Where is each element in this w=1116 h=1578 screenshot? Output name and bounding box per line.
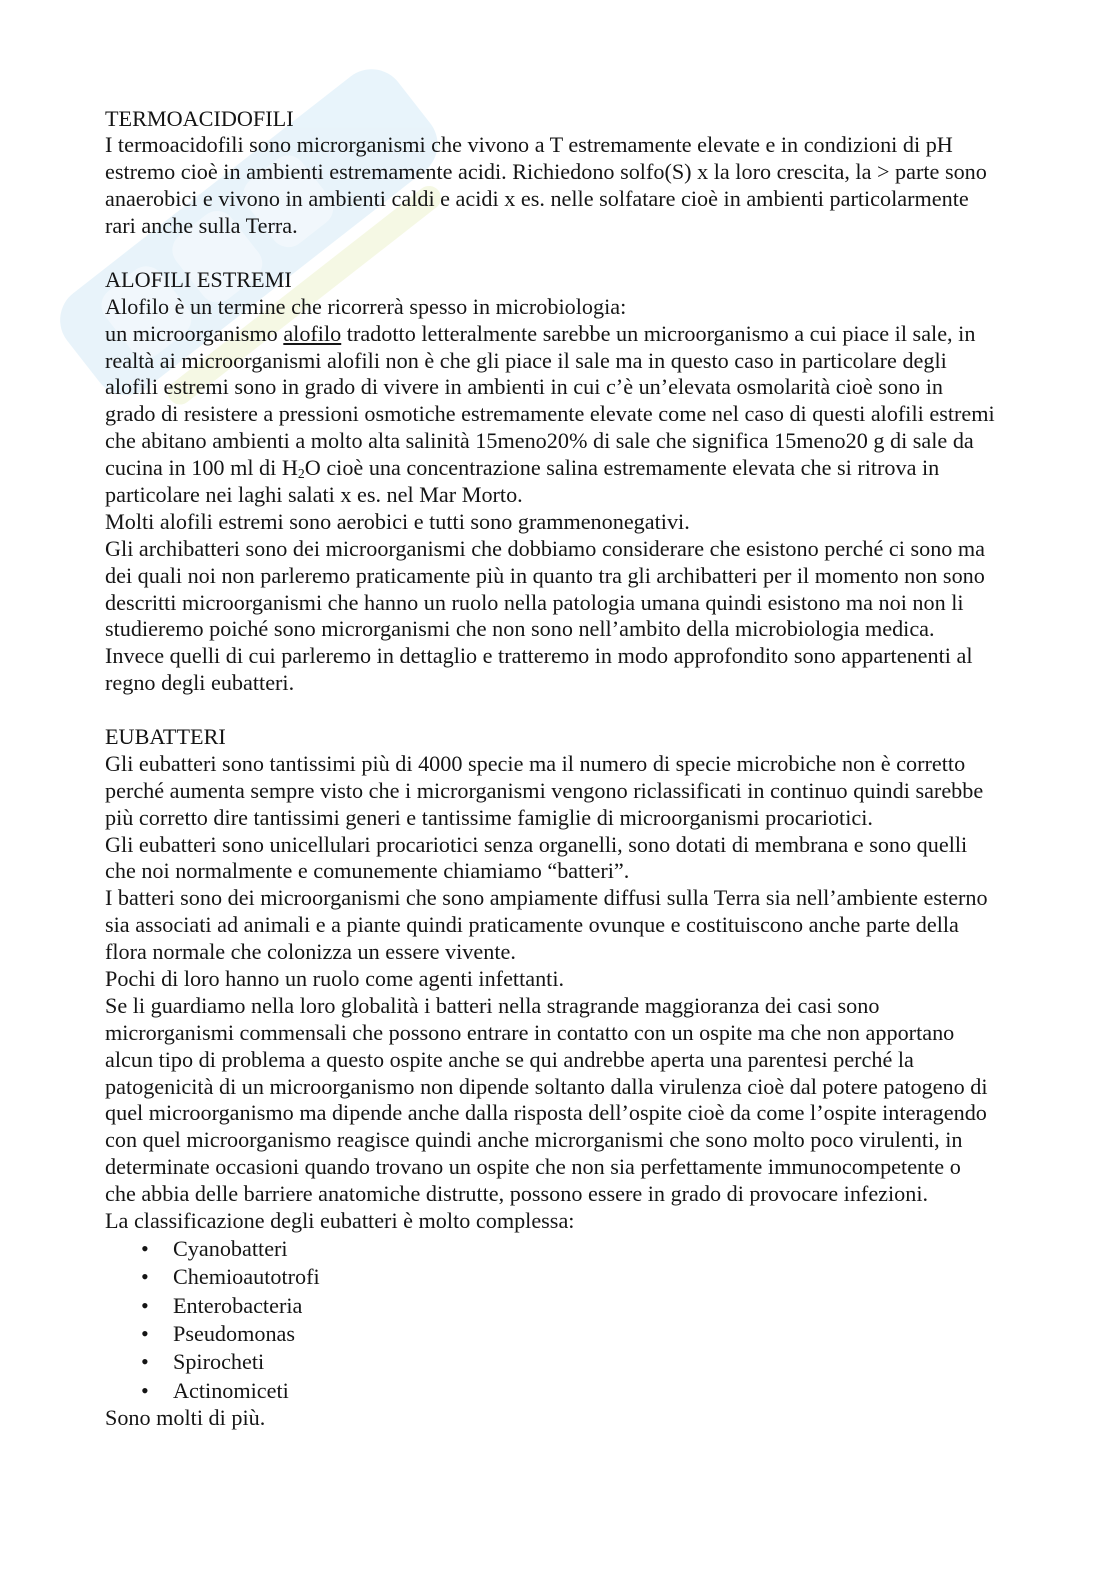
text-line: Gli archibatteri sono dei microorganismi che dobbiamo considerare che esistono perché ci sono ma	[105, 535, 986, 561]
section-termoacidofili	[105, 106, 1105, 240]
list-item: • Cyanobatteri	[105, 1235, 1105, 1263]
text-line: perché aumenta sempre visto che i microrganismi vengono riclassificati in continuo quindi sarebbe	[105, 777, 984, 803]
text-segment: tradotto letteralmente sarebbe un microorganismo a cui piace il sale, in	[341, 320, 976, 346]
text-line: descritti microorganismi che hanno un ruolo nella patologia umana quindi esistono ma noi non li	[105, 589, 964, 615]
text-line: alcun tipo di problema a questo ospite anche se qui andrebbe aperta una parentesi perché la	[105, 1046, 914, 1072]
section-heading: EUBATTERI	[105, 723, 226, 749]
list-item: • Enterobacteria	[105, 1292, 1105, 1320]
text-line: realtà ai microorganismi alofili non è che gli piace il sale ma in questo caso in particolare degli	[105, 347, 947, 373]
text-line: più corretto dire tantissimi generi e tantissime famiglie di microorganismi procariotici.	[105, 804, 873, 830]
classification-list	[105, 1235, 1105, 1405]
text-line: che noi normalmente e comunemente chiamiamo “batteri”.	[105, 858, 630, 884]
closing-line: Sono molti di più.	[105, 1405, 266, 1431]
text-line: flora normale che colonizza un essere vivente.	[105, 939, 516, 965]
text-line: con quel microorganismo reagisce quindi anche microrganismi che sono molto poco virulenti, in	[105, 1127, 963, 1153]
section-alofili-estremi	[105, 267, 1105, 697]
text-line: Gli eubatteri sono tantissimi più di 4000 specie ma il numero di specie microbiche non è corretto	[105, 750, 966, 776]
text-line: microrganismi commensali che possono entrare in contatto con un ospite ma che non apportano	[105, 1019, 955, 1045]
section-eubatteri	[105, 724, 1105, 1432]
text-line: che abitano ambienti a molto alta salinità 15meno20% di sale che significa 15meno20 g di sale da	[105, 428, 974, 454]
text-line: Molti alofili estremi sono aerobici e tutti sono grammenonegativi.	[105, 508, 690, 534]
text-segment: cucina in 100 ml di H	[105, 455, 298, 481]
text-line: studieremo poiché sono microrganismi che non sono nell’ambito della microbiologia medica.	[105, 616, 935, 642]
list-item: • Pseudomonas	[105, 1320, 1105, 1348]
text-line: anaerobici e vivono in ambienti caldi e acidi x es. nelle solfatare cioè in ambienti particolarmente	[105, 186, 969, 212]
list-item: • Actinomiceti	[105, 1377, 1105, 1405]
text-line: rari anche sulla Terra.	[105, 213, 298, 239]
section-heading: ALOFILI ESTREMI	[105, 266, 292, 292]
text-line: che abbia delle barriere anatomiche distrutte, possono essere in grado di provocare infezioni.	[105, 1181, 929, 1207]
text-line: alofili estremi sono in grado di vivere in ambienti in cui c’è un’elevata osmolarità cioè sono in	[105, 374, 943, 400]
text-line: particolare nei laghi salati x es. nel Mar Morto.	[105, 481, 523, 507]
text-line: Alofilo è un termine che ricorrerà spesso in microbiologia:	[105, 293, 627, 319]
text-line: I batteri sono dei microorganismi che sono ampiamente diffusi sulla Terra sia nell’ambiente esterno	[105, 885, 988, 911]
text-line: Pochi di loro hanno un ruolo come agenti infettanti.	[105, 966, 565, 991]
text-line: Gli eubatteri sono unicellulari procariotici senza organelli, sono dotati di membrana e sono quelli	[105, 831, 968, 857]
text-line	[105, 321, 1105, 348]
text-line: determinate occasioni quando trovano un ospite che non sia perfettamente immunocompetente o	[105, 1154, 961, 1180]
text-line: regno degli eubatteri.	[105, 670, 295, 696]
blank-line	[105, 697, 1105, 724]
underlined-term: alofilo	[283, 320, 342, 346]
text-line: La classificazione degli eubatteri è molto complessa:	[105, 1208, 575, 1234]
text-segment: un microorganismo	[105, 320, 284, 346]
text-segment: O cioè una concentrazione salina estremamente elevata che si ritrova in	[304, 455, 940, 481]
list-item: • Spirocheti	[105, 1348, 1105, 1376]
text-line: estremo cioè in ambienti estremamente acidi. Richiedono solfo(S) x la loro crescita, la > parte sono	[105, 159, 987, 185]
text-line: sia associati ad animali e a piante quindi praticamente ovunque e costituiscono anche parte della	[105, 912, 959, 938]
text-line: quel microorganismo ma dipende anche dalla risposta dell’ospite cioè da come l’ospite interagendo	[105, 1100, 987, 1126]
text-line: patogenicità di un microorganismo non dipende soltanto dalla virulenza cioè dal potere patogeno di	[105, 1073, 988, 1099]
subscript: 2	[297, 466, 305, 482]
text-line: I termoacidofili sono microrganismi che vivono a T estremamente elevate e in condizioni di pH	[105, 132, 953, 158]
blank-line	[105, 240, 1105, 267]
text-line: grado di resistere a pressioni osmotiche estremamente elevate come nel caso di questi alofili estremi	[105, 401, 995, 427]
section-heading: TERMOACIDOFILI	[105, 105, 294, 131]
text-line	[105, 455, 1105, 482]
document-body	[105, 106, 1105, 1433]
list-item: • Chemioautotrofi	[105, 1263, 1105, 1291]
text-line: Se li guardiamo nella loro globalità i batteri nella stragrande maggioranza dei casi sono	[105, 992, 880, 1018]
text-line: Invece quelli di cui parleremo in dettaglio e tratteremo in modo approfondito sono appartenenti al	[105, 643, 973, 669]
text-line: dei quali noi non parleremo praticamente più in quanto tra gli archibatteri per il momento non sono	[105, 562, 985, 588]
